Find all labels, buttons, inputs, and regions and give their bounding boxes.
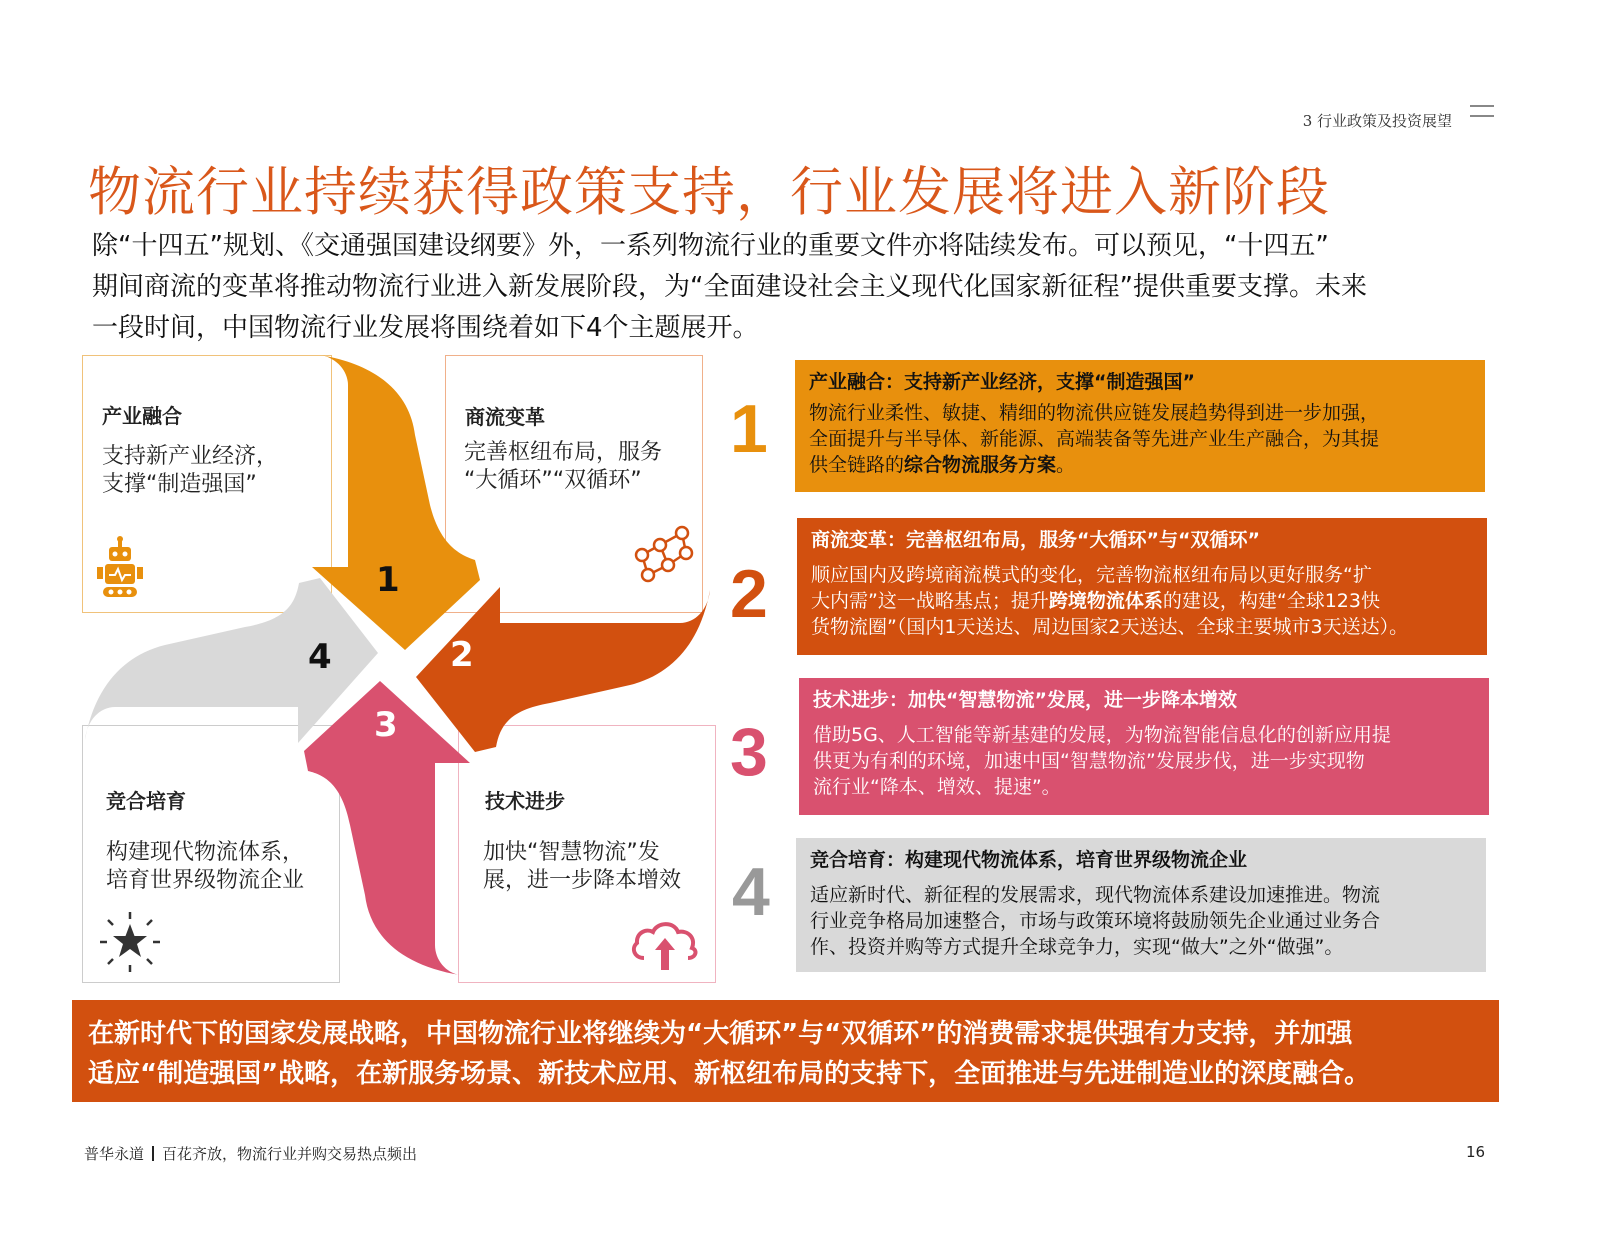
footer-brand: 普华永道: [84, 1145, 145, 1163]
footer-source: [84, 1143, 417, 1164]
arrow-4: [85, 578, 378, 743]
footer-report-title: 百花齐放，物流行业并购交易热点频出: [162, 1145, 418, 1163]
network-icon: [630, 525, 698, 587]
theme-diagram: [80, 355, 730, 995]
theme-text: 顺应国内及跨境商流模式的变化，完善物流枢纽布局以更好服务“扩 大内需”这一战略基点；提升跨境物流体系的建设，构建“全球123快 货物流圈”（国内1天送达、周边国家2天送达、全球主要城市3天送达）。: [811, 564, 1409, 638]
intro-line: 一段时间，中国物流行业发展将围绕着如下4个主题展开。: [92, 313, 759, 343]
card-title: 技术进步: [485, 789, 565, 813]
theme-title: 竞合培育：构建现代物流体系，培育世界级物流企业: [810, 849, 1248, 871]
theme-number-2: 2: [730, 556, 768, 632]
summary-banner: [72, 1000, 1499, 1102]
card-title: 竞合培育: [106, 789, 186, 813]
diagram-number-3: 3: [374, 705, 398, 745]
footer-separator: [152, 1146, 154, 1161]
intro-line: 期间商流的变革将推动物流行业进入新发展阶段，为“全面建设社会主义现代化国家新征程”提供重要支撑。未来: [92, 272, 1367, 302]
diagram-number-2: 2: [450, 635, 474, 675]
theme-box-2: [797, 518, 1487, 655]
card-body: 构建现代物流体系， 培育世界级物流企业: [106, 840, 305, 893]
theme-number-3: 3: [730, 714, 768, 790]
theme-box-1: [795, 360, 1485, 492]
theme-title: 技术进步：加快“智慧物流”发展，进一步降本增效: [813, 689, 1237, 711]
card-title: 商流变革: [465, 405, 545, 429]
robot-icon: [95, 535, 145, 600]
cloud-upload-icon: [628, 918, 702, 972]
page-number: 16: [1466, 1143, 1486, 1161]
theme-title: 商流变革：完善枢纽布局，服务“大循环”与“双循环”: [811, 529, 1260, 551]
summary-line: 在新时代下的国家发展战略，中国物流行业将继续为“大循环”与“双循环”的消费需求提供强有力支持，并加强: [88, 1019, 1353, 1049]
theme-text: 物流行业柔性、敏捷、精细的物流供应链发展趋势得到进一步加强， 全面提升与半导体、新能源、高端装备等先进产业生产融合，为其提 供全链路的综合物流服务方案。: [809, 402, 1380, 476]
theme-text: 适应新时代、新征程的发展需求，现代物流体系建设加速推进。物流 行业竞争格局加速整合，市场与政策环境将鼓励领先企业通过业务合 作、投资并购等方式提升全球竞争力，实现“做大”之外“做强”。: [810, 884, 1381, 958]
theme-title: 产业融合：支持新产业经济，支撑“制造强国”: [809, 371, 1195, 393]
theme-box-4: [796, 838, 1486, 972]
section-label: 3 行业政策及投资展望: [1302, 112, 1452, 130]
intro-paragraph: [92, 226, 1512, 349]
intro-line: 除“十四五”规划、《交通强国建设纲要》外，一系列物流行业的重要文件亦将陆续发布。可以预见，“十四五”: [92, 231, 1329, 261]
diagram-number-1: 1: [376, 560, 400, 600]
theme-number-4: 4: [732, 854, 770, 930]
theme-box-3: [799, 678, 1489, 815]
page-title: 物流行业持续获得政策支持，行业发展将进入新阶段: [88, 162, 1330, 223]
menu-icon[interactable]: [1470, 105, 1494, 129]
card-body: 完善枢纽布局，服务 “大循环”“双循环”: [464, 440, 663, 493]
card-title: 产业融合: [102, 404, 182, 428]
card-body: 加快“智慧物流”发 展，进一步降本增效: [483, 840, 682, 893]
theme-number-1: 1: [730, 391, 768, 467]
star-burst-icon: [98, 910, 162, 974]
summary-line: 适应“制造强国”战略，在新服务场景、新技术应用、新枢纽布局的支持下，全面推进与先进制造业的深度融合。: [88, 1059, 1371, 1089]
card-body: 支持新产业经济， 支撑“制造强国”: [102, 444, 279, 497]
diagram-number-4: 4: [308, 637, 332, 677]
theme-text: 借助5G、人工智能等新基建的发展，为物流智能信息化的创新应用提 供更为有利的环境，加速中国“智慧物流”发展步伐，进一步实现物 流行业“降本、增效、提速”。: [813, 724, 1391, 798]
